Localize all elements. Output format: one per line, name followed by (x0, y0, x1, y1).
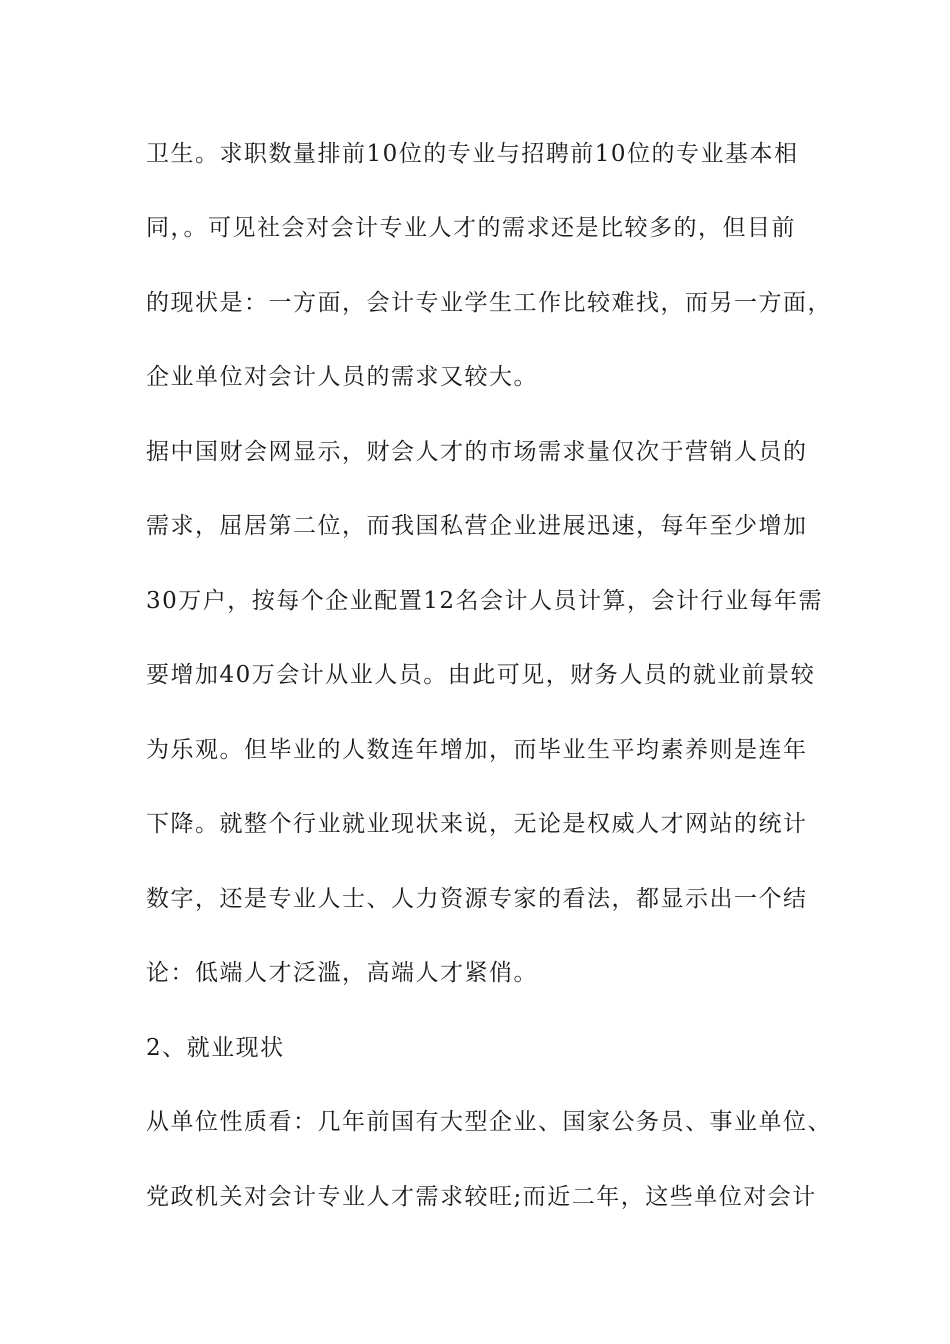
text-line: 的现状是：一方面，会计专业学生工作比较难找，而另一方面， (146, 290, 832, 316)
text-line: 数字，还是专业人士、人力资源专家的看法，都显示出一个结 (146, 886, 808, 912)
text-line: 党政机关对会计专业人才需求较旺;而近二年，这些单位对会计 (146, 1184, 817, 1210)
text-line: 需求，屈居第二位，而我国私营企业进展迅速，每年至少增加 (146, 513, 808, 539)
text-line: 据中国财会网显示，财会人才的市场需求量仅次于营销人员的 (146, 439, 808, 465)
text-line: 下降。就整个行业就业现状来说，无论是权威人才网站的统计 (146, 811, 808, 837)
text-line: 30万户，按每个企业配置12名会计人员计算，会计行业每年需 (146, 588, 824, 614)
text-line: 为乐观。但毕业的人数连年增加，而毕业生平均素养则是连年 (146, 737, 808, 763)
text-line: 要增加40万会计从业人员。由此可见，财务人员的就业前景较 (146, 662, 816, 688)
text-line: 卫生。求职数量排前10位的专业与招聘前10位的专业基本相 (146, 141, 799, 167)
text-line: 从单位性质看：几年前国有大型企业、国家公务员、事业单位、 (146, 1109, 832, 1135)
text-line: 论：低端人才泛滥，高端人才紧俏。 (146, 960, 538, 986)
text-line: 同，。可见社会对会计专业人才的需求还是比较多的，但目前 (146, 215, 796, 241)
text-line: 企业单位对会计人员的需求又较大。 (146, 364, 538, 390)
section-heading: 2、就业现状 (146, 1035, 285, 1061)
